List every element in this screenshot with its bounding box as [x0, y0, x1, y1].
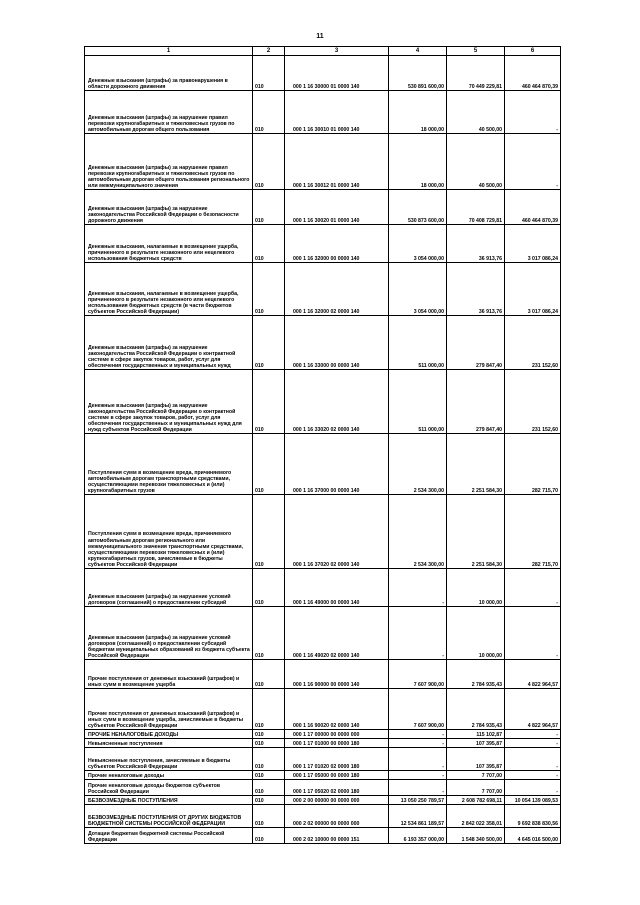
- row-kbk-cell: 000 2 02 00000 00 0000 000: [285, 805, 389, 828]
- row-executed-cell: 40 500,00: [447, 134, 505, 190]
- row-name-cell: Поступления сумм в возмещение вреда, причиняемого автомобильным дорогам регионального или межмуниципального значения транспортными средствами, осуществляющими перевозки тяжеловесных и (или) крупногабаритных грузов, зачисляемые в бюджеты субъектов Российской Федерации: [85, 495, 253, 569]
- row-name-cell: Поступления сумм в возмещение вреда, причиняемого автомобильным дорогам транспортными средствами, осуществляющими перевозки тяжеловесных и (или) крупногабаритных грузов: [85, 434, 253, 495]
- row-unexecuted-cell: 460 464 870,39: [505, 190, 561, 225]
- row-unexecuted-cell: 4 822 964,57: [505, 689, 561, 730]
- row-name-cell: Невыясненные поступления, зачисляемые в бюджеты субъектов Российской Федерации: [85, 748, 253, 771]
- row-approved-cell: -: [389, 771, 447, 780]
- column-header: 4: [389, 47, 447, 56]
- row-executed-cell: 10 000,00: [447, 569, 505, 607]
- revenue-table: [84, 46, 561, 844]
- row-executed-cell: 2 842 022 358,01: [447, 805, 505, 828]
- row-approved-cell: 13 050 250 789,57: [389, 796, 447, 805]
- table-row: [85, 739, 561, 748]
- row-name-cell: Денежные взыскания, налагаемые в возмещение ущерба, причиненного в результате незаконного или нецелевого использования бюджетных средств (в части бюджетов субъектов Российской Федерации): [85, 263, 253, 316]
- column-header: 1: [85, 47, 253, 56]
- row-code-cell: 010: [253, 370, 285, 434]
- row-executed-cell: 2 784 935,43: [447, 660, 505, 689]
- row-approved-cell: 2 534 300,00: [389, 495, 447, 569]
- row-unexecuted-cell: -: [505, 569, 561, 607]
- row-code-cell: 010: [253, 730, 285, 739]
- row-executed-cell: 10 000,00: [447, 607, 505, 660]
- row-name-cell: Денежные взыскания (штрафы) за нарушение законодательства Российской Федерации о контрактной системе в сфере закупок товаров, работ, услуг для обеспечения государственных и муниципальных нужд для нужд субъектов Российской Федерации: [85, 370, 253, 434]
- row-code-cell: 010: [253, 607, 285, 660]
- row-name-cell: Денежные взыскания (штрафы) за правонарушения в области дорожного движения: [85, 56, 253, 91]
- row-approved-cell: 2 534 300,00: [389, 434, 447, 495]
- row-unexecuted-cell: -: [505, 607, 561, 660]
- row-executed-cell: 2 784 935,43: [447, 689, 505, 730]
- table-row: [85, 56, 561, 91]
- row-approved-cell: 3 054 000,00: [389, 225, 447, 263]
- row-name-cell: ПРОЧИЕ НЕНАЛОГОВЫЕ ДОХОДЫ: [85, 730, 253, 739]
- row-approved-cell: 7 607 900,00: [389, 660, 447, 689]
- row-executed-cell: 107 395,87: [447, 748, 505, 771]
- row-approved-cell: -: [389, 730, 447, 739]
- row-unexecuted-cell: -: [505, 730, 561, 739]
- row-code-cell: 010: [253, 748, 285, 771]
- row-code-cell: 010: [253, 316, 285, 370]
- row-executed-cell: 36 913,76: [447, 263, 505, 316]
- row-approved-cell: 3 054 000,00: [389, 263, 447, 316]
- table-row: [85, 316, 561, 370]
- row-executed-cell: 1 548 340 500,00: [447, 828, 505, 844]
- row-code-cell: 010: [253, 780, 285, 796]
- row-name-cell: Денежные взыскания (штрафы) за нарушение законодательства Российской Федерации о контрактной системе в сфере закупок товаров, работ, услуг для обеспечения государственных и муниципальных нужд: [85, 316, 253, 370]
- table-row: [85, 771, 561, 780]
- row-unexecuted-cell: 282 715,70: [505, 495, 561, 569]
- row-kbk-cell: 000 1 17 01020 02 0000 180: [285, 748, 389, 771]
- row-executed-cell: 2 251 584,30: [447, 434, 505, 495]
- table-header-row: [85, 47, 561, 56]
- table-row: [85, 780, 561, 796]
- row-unexecuted-cell: -: [505, 771, 561, 780]
- row-kbk-cell: 000 1 16 37000 00 0000 140: [285, 434, 389, 495]
- row-name-cell: Прочие поступления от денежных взысканий (штрафов) и иных сумм в возмещение ущерба, зачисляемые в бюджеты субъектов Российской Федерации: [85, 689, 253, 730]
- row-code-cell: 010: [253, 134, 285, 190]
- row-code-cell: 010: [253, 91, 285, 134]
- row-kbk-cell: 000 1 16 90020 02 0000 140: [285, 689, 389, 730]
- table-row: [85, 225, 561, 263]
- row-kbk-cell: 000 1 16 33020 02 0000 140: [285, 370, 389, 434]
- row-name-cell: Денежные взыскания (штрафы) за нарушение условий договоров (соглашений) о предоставлении субсидий бюджетам муниципальных образований из бюджета субъекта Российской Федерации: [85, 607, 253, 660]
- table-row: [85, 190, 561, 225]
- row-approved-cell: 530 873 600,00: [389, 190, 447, 225]
- row-code-cell: 010: [253, 434, 285, 495]
- row-approved-cell: -: [389, 739, 447, 748]
- table-row: [85, 434, 561, 495]
- row-code-cell: 010: [253, 828, 285, 844]
- row-unexecuted-cell: 10 054 139 089,53: [505, 796, 561, 805]
- row-kbk-cell: 000 1 16 90000 00 0000 140: [285, 660, 389, 689]
- row-name-cell: Денежные взыскания (штрафы) за нарушение правил перевозки крупногабаритных и тяжеловесных грузов по автомобильным дорогам общего пользования регионального или межмуниципального значения: [85, 134, 253, 190]
- row-executed-cell: 107 395,87: [447, 739, 505, 748]
- row-kbk-cell: 000 1 17 05020 02 0000 180: [285, 780, 389, 796]
- row-kbk-cell: 000 1 16 33000 00 0000 140: [285, 316, 389, 370]
- table-row: [85, 689, 561, 730]
- row-kbk-cell: 000 1 17 01000 00 0000 180: [285, 739, 389, 748]
- row-approved-cell: -: [389, 569, 447, 607]
- table-row: [85, 748, 561, 771]
- row-code-cell: 010: [253, 263, 285, 316]
- row-unexecuted-cell: 4 645 016 500,00: [505, 828, 561, 844]
- row-code-cell: 010: [253, 569, 285, 607]
- column-header: 3: [285, 47, 389, 56]
- table-row: [85, 91, 561, 134]
- row-unexecuted-cell: 282 715,70: [505, 434, 561, 495]
- row-name-cell: БЕЗВОЗМЕЗДНЫЕ ПОСТУПЛЕНИЯ ОТ ДРУГИХ БЮДЖЕТОВ БЮДЖЕТНОЙ СИСТЕМЫ РОССИЙСКОЙ ФЕДЕРАЦИИ: [85, 805, 253, 828]
- row-name-cell: Денежные взыскания (штрафы) за нарушение условий договоров (соглашений) о предоставлении субсидий: [85, 569, 253, 607]
- row-name-cell: Невыясненные поступления: [85, 739, 253, 748]
- row-approved-cell: -: [389, 607, 447, 660]
- row-name-cell: Денежные взыскания, налагаемые в возмещение ущерба, причиненного в результате незаконного или нецелевого использования бюджетных средств: [85, 225, 253, 263]
- row-approved-cell: 18 000,00: [389, 134, 447, 190]
- row-approved-cell: 511 000,00: [389, 370, 447, 434]
- row-executed-cell: 40 500,00: [447, 91, 505, 134]
- row-kbk-cell: 000 1 16 49000 00 0000 140: [285, 569, 389, 607]
- row-name-cell: БЕЗВОЗМЕЗДНЫЕ ПОСТУПЛЕНИЯ: [85, 796, 253, 805]
- table-row: [85, 263, 561, 316]
- row-kbk-cell: 000 1 17 00000 00 0000 000: [285, 730, 389, 739]
- row-kbk-cell: 000 1 16 32000 00 0000 140: [285, 225, 389, 263]
- row-approved-cell: 7 607 900,00: [389, 689, 447, 730]
- row-executed-cell: 279 847,40: [447, 316, 505, 370]
- row-kbk-cell: 000 1 16 37020 02 0000 140: [285, 495, 389, 569]
- row-name-cell: Прочие неналоговые доходы бюджетов субъектов Российской Федерации: [85, 780, 253, 796]
- row-approved-cell: 12 534 861 189,57: [389, 805, 447, 828]
- row-executed-cell: 36 913,76: [447, 225, 505, 263]
- row-kbk-cell: 000 1 16 30010 01 0000 140: [285, 91, 389, 134]
- row-unexecuted-cell: -: [505, 748, 561, 771]
- row-code-cell: 010: [253, 660, 285, 689]
- row-approved-cell: 530 891 600,00: [389, 56, 447, 91]
- table-row: [85, 828, 561, 844]
- table-row: [85, 134, 561, 190]
- row-executed-cell: 2 251 584,30: [447, 495, 505, 569]
- row-code-cell: 010: [253, 771, 285, 780]
- column-header: 2: [253, 47, 285, 56]
- row-approved-cell: -: [389, 780, 447, 796]
- row-unexecuted-cell: 3 017 086,24: [505, 225, 561, 263]
- row-kbk-cell: 000 1 16 30000 01 0000 140: [285, 56, 389, 91]
- row-kbk-cell: 000 1 16 30020 01 0000 140: [285, 190, 389, 225]
- page-number: 11: [316, 33, 324, 40]
- column-header: 6: [505, 47, 561, 56]
- table-row: [85, 730, 561, 739]
- table-row: [85, 796, 561, 805]
- row-code-cell: 010: [253, 805, 285, 828]
- row-unexecuted-cell: 460 464 870,39: [505, 56, 561, 91]
- row-unexecuted-cell: 231 152,60: [505, 370, 561, 434]
- row-kbk-cell: 000 2 02 10000 00 0000 151: [285, 828, 389, 844]
- row-code-cell: 010: [253, 689, 285, 730]
- row-unexecuted-cell: 9 692 838 830,56: [505, 805, 561, 828]
- table-row: [85, 607, 561, 660]
- row-code-cell: 010: [253, 796, 285, 805]
- row-unexecuted-cell: -: [505, 780, 561, 796]
- row-unexecuted-cell: -: [505, 91, 561, 134]
- row-unexecuted-cell: 231 152,60: [505, 316, 561, 370]
- row-approved-cell: 511 000,00: [389, 316, 447, 370]
- row-name-cell: Денежные взыскания (штрафы) за нарушение правил перевозки крупногабаритных и тяжеловесных грузов по автомобильным дорогам общего пользования: [85, 91, 253, 134]
- table-row: [85, 805, 561, 828]
- row-kbk-cell: 000 1 17 05000 00 0000 180: [285, 771, 389, 780]
- row-code-cell: 010: [253, 495, 285, 569]
- row-kbk-cell: 000 1 16 49020 02 0000 140: [285, 607, 389, 660]
- row-executed-cell: 70 449 229,81: [447, 56, 505, 91]
- row-unexecuted-cell: -: [505, 739, 561, 748]
- row-code-cell: 010: [253, 56, 285, 91]
- row-executed-cell: 7 707,00: [447, 771, 505, 780]
- column-header: 5: [447, 47, 505, 56]
- row-executed-cell: 279 847,40: [447, 370, 505, 434]
- row-executed-cell: 115 102,87: [447, 730, 505, 739]
- row-unexecuted-cell: -: [505, 134, 561, 190]
- row-name-cell: Дотации бюджетам бюджетной системы Российской Федерации: [85, 828, 253, 844]
- row-approved-cell: 6 193 357 000,00: [389, 828, 447, 844]
- table-row: [85, 370, 561, 434]
- row-name-cell: Денежные взыскания (штрафы) за нарушение законодательства Российской Федерации о безопасности дорожного движения: [85, 190, 253, 225]
- row-code-cell: 010: [253, 190, 285, 225]
- table-row: [85, 495, 561, 569]
- row-code-cell: 010: [253, 225, 285, 263]
- row-code-cell: 010: [253, 739, 285, 748]
- row-name-cell: Прочие неналоговые доходы: [85, 771, 253, 780]
- row-unexecuted-cell: 4 822 964,57: [505, 660, 561, 689]
- row-kbk-cell: 000 1 16 30012 01 0000 140: [285, 134, 389, 190]
- table-row: [85, 660, 561, 689]
- row-kbk-cell: 000 1 16 32000 02 0000 140: [285, 263, 389, 316]
- row-unexecuted-cell: 3 017 086,24: [505, 263, 561, 316]
- row-kbk-cell: 000 2 00 00000 00 0000 000: [285, 796, 389, 805]
- row-executed-cell: 2 608 782 698,11: [447, 796, 505, 805]
- row-executed-cell: 7 707,00: [447, 780, 505, 796]
- row-name-cell: Прочие поступления от денежных взысканий (штрафов) и иных сумм в возмещение ущерба: [85, 660, 253, 689]
- row-approved-cell: -: [389, 748, 447, 771]
- row-approved-cell: 18 000,00: [389, 91, 447, 134]
- row-executed-cell: 70 408 729,81: [447, 190, 505, 225]
- table-row: [85, 569, 561, 607]
